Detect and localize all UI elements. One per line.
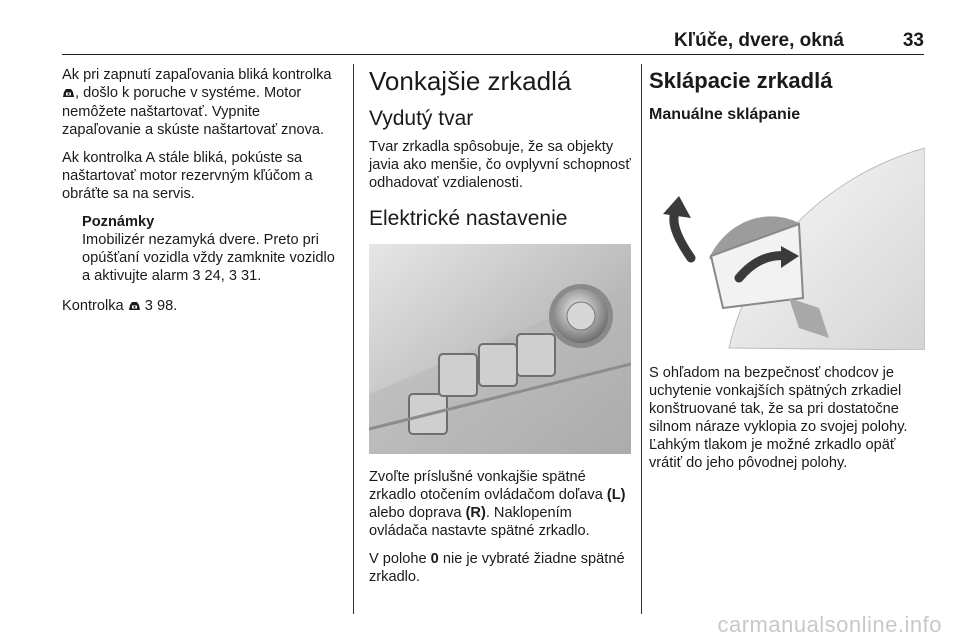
text: (L)	[606, 487, 626, 503]
page-ref-arrow[interactable]: 3	[144, 298, 153, 314]
column-middle	[369, 66, 634, 596]
text: 98.	[152, 298, 178, 314]
column-divider	[353, 64, 354, 614]
subsection-heading: Manuálne sklápanie	[649, 106, 801, 123]
text: (R)	[465, 505, 486, 521]
paragraph	[369, 468, 634, 540]
paragraph: Ak kontrolka A stále bliká, pokúste sa naštartovať motor rezervným kľúčom a obráťte sa na servis.	[62, 150, 313, 202]
text: nie je vybraté žiadne spätné zrkadlo.	[369, 551, 625, 585]
note-text	[82, 231, 342, 285]
column-left	[62, 66, 342, 326]
section-heading: Sklápacie zrkadlá	[649, 68, 833, 93]
paragraph	[369, 550, 634, 586]
car-key-warning-icon	[128, 298, 141, 316]
text: Zvoľte príslušné vonkajšie spätné zrkadlo otočením ovládačom doľava	[369, 469, 607, 503]
section-heading: Vonkajšie zrkadlá	[369, 66, 572, 96]
watermark: carmanualsonline.info	[717, 612, 942, 637]
paragraph: Tvar zrkadla spôsobuje, že sa objekty javia ako menšie, čo ovplyvní schopnosť odhadovať vzdialenosti.	[369, 139, 631, 191]
text: Ak pri zapnutí zapaľovania bliká kontrolka	[62, 67, 332, 83]
column-right	[649, 66, 929, 482]
mirror-switch-photo	[369, 244, 631, 454]
text: alebo doprava	[369, 505, 466, 521]
note-title: Poznámky	[82, 214, 155, 230]
folding-mirror-illustration	[649, 138, 925, 350]
text: 31.	[236, 268, 262, 284]
page-number: 33	[902, 30, 924, 51]
paragraph: S ohľadom na bezpečnosť chodcov je uchytenie vonkajších spätných zrkadiel konštruované tak, že sa pri dostatočne silnom náraze vyklopia zo svojej polohy. Ľahkým tlakom je možné zrkadlo opäť vrátiť do jeho pôvodnej polohy.	[649, 365, 908, 471]
page-ref-arrow[interactable]: 3	[192, 268, 201, 284]
header-title: Kľúče, dvere, okná	[674, 30, 844, 51]
text: , došlo k poruche v systéme. Motor nemôžete naštartovať. Vypnite zapaľovanie a skúste naštartovať znova.	[62, 85, 325, 138]
page-ref-arrow[interactable]: 3	[228, 268, 237, 284]
subsection-heading: Vydutý tvar	[369, 107, 474, 130]
paragraph	[62, 66, 342, 139]
page-header	[62, 26, 924, 55]
car-key-warning-icon	[62, 85, 75, 103]
text: 24,	[200, 268, 229, 284]
subsection-heading: Elektrické nastavenie	[369, 207, 568, 230]
text: Kontrolka	[62, 298, 128, 314]
column-divider	[641, 64, 642, 614]
text: 0	[430, 551, 439, 567]
note-block	[82, 213, 342, 285]
text: V polohe	[369, 551, 431, 567]
paragraph	[62, 297, 342, 316]
text: . Naklopením ovládača nastavte spätné zrkadlo.	[369, 505, 590, 539]
text: Imobilizér nezamyká dvere. Preto pri opúšťaní vozidla vždy zamknite vozidlo a aktivujte alarm	[82, 232, 335, 284]
